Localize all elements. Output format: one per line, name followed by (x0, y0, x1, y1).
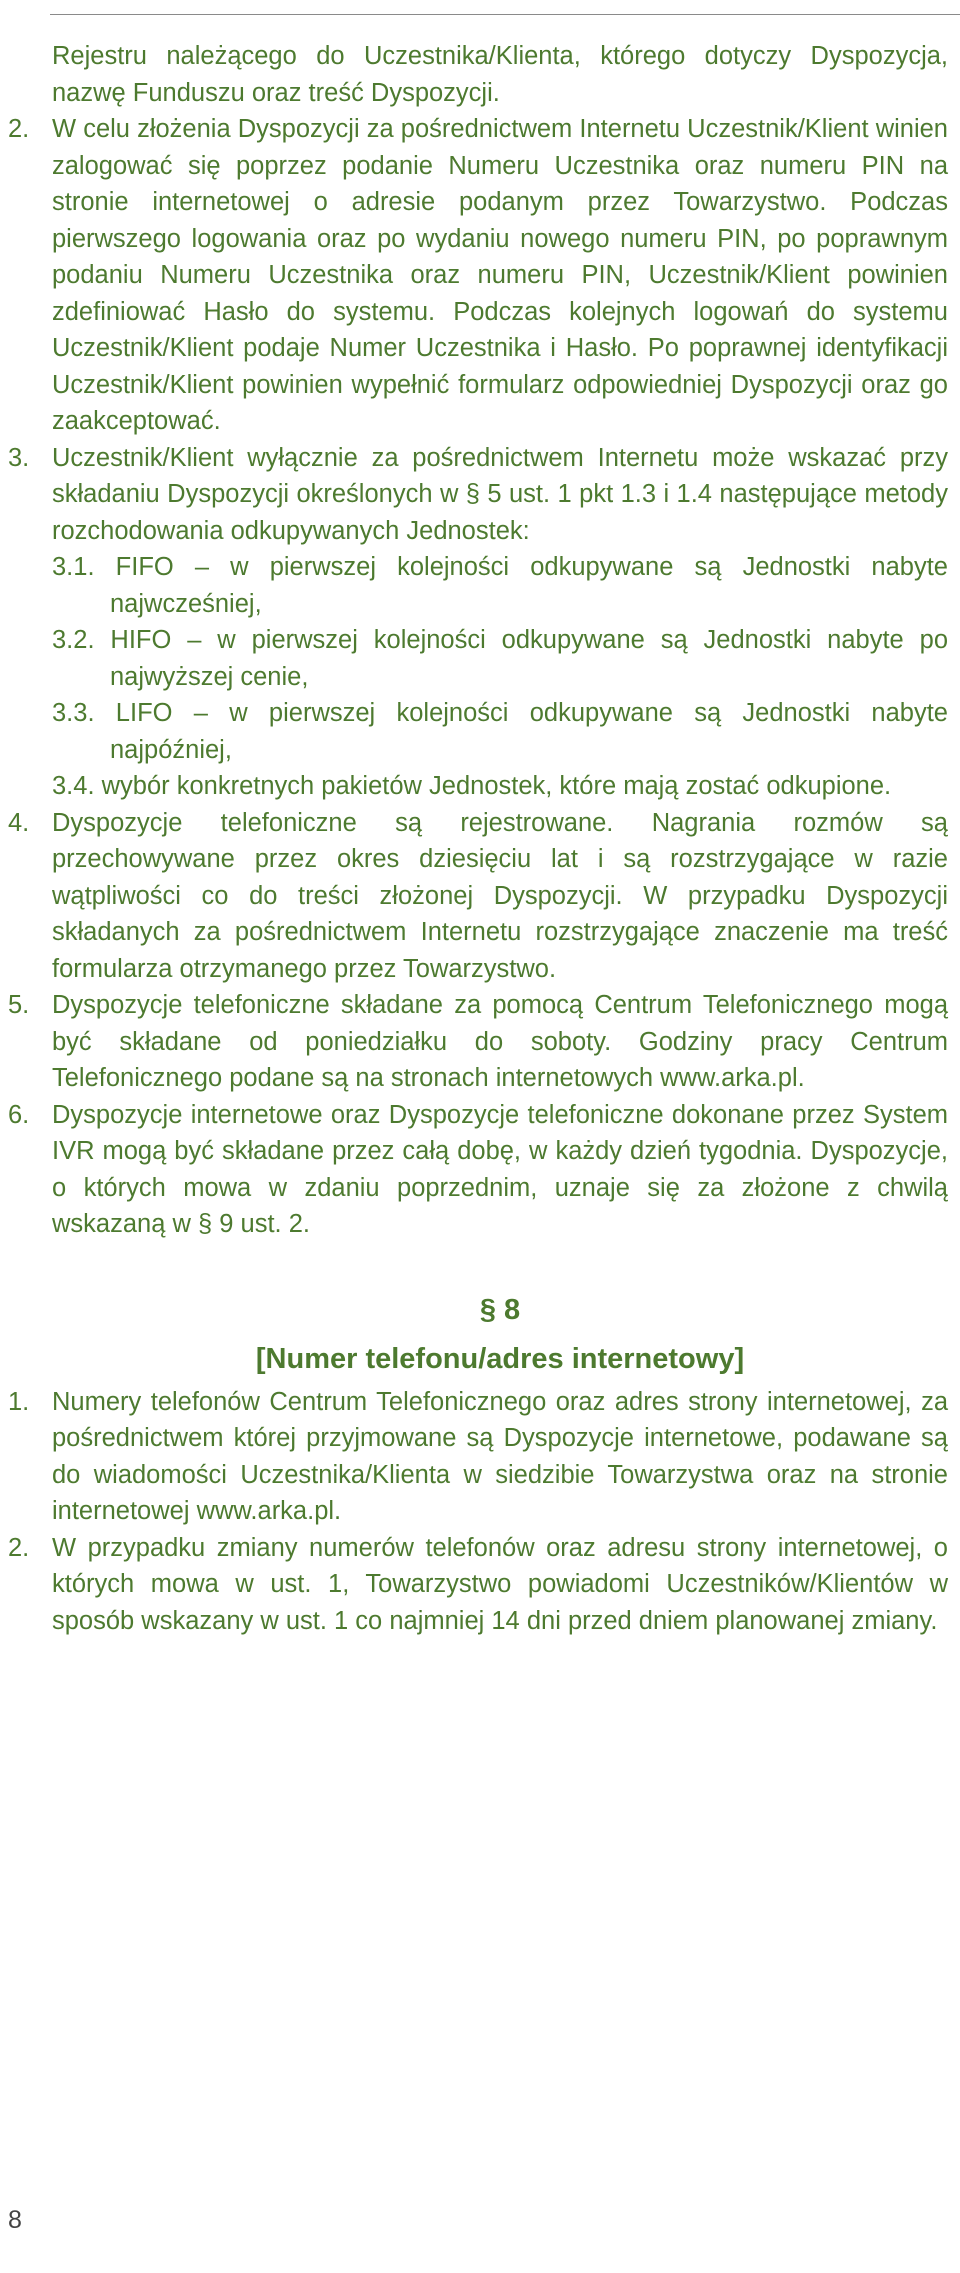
item-text: Dyspozycje telefoniczne są rejestrowane. Nagrania rozmów są przechowywane przez okres dziesięciu lat i są rozstrzygające w razie wątpliwości co do treści złożonej Dyspozycji. W przypadku Dyspozycji składanych za pośrednictwem Internetu rozstrzygające znaczenie ma treść formularza otrzymanego przez Towarzystwo. (52, 808, 948, 983)
item-number: 2. (8, 115, 30, 143)
list-item (0, 111, 960, 440)
intro-paragraph: Rejestru należącego do Uczestnika/Klienta, którego dotyczy Dyspozycja, nazwę Funduszu oraz treść Dyspozycji. (52, 42, 948, 107)
item-text: W celu złożenia Dyspozycji za pośrednictwem Internetu Uczestnik/Klient winien zalogować się poprzez podanie Numeru Uczestnika oraz numeru PIN na stronie internetowej o adresie podanym przez Towarzystwo. Podczas pierwszego logowania oraz po wydaniu nowego numeru PIN, po poprawnym podaniu Numeru Uczestnika oraz numeru PIN, Uczestnik/Klient powinien zdefiniować Hasło do systemu. Podczas kolejnych logowań do systemu Uczestnik/Klient podaje Numer Uczestnika i Hasło. Po poprawnej identyfikacji Uczestnik/Klient powinien wypełnić formularz odpowiedniej Dyspozycji oraz go zaakceptować. (52, 115, 948, 435)
item-text: Dyspozycje internetowe oraz Dyspozycje telefoniczne dokonane przez System IVR mogą być składane przez całą dobę, w każdy dzień tygodnia. Dyspozycje, o których mowa w zdaniu poprzednim, uznaje się za złożone z chwilą wskazaną w § 9 ust. 2. (52, 1100, 948, 1238)
list-item (0, 805, 960, 988)
list-item (0, 440, 960, 550)
sub-item: 3.1. FIFO – w pierwszej kolejności odkupywane są Jednostki nabyte najwcześniej, (52, 553, 948, 618)
page-number: 8 (8, 2206, 22, 2234)
item-text: Dyspozycje telefoniczne składane za pomocą Centrum Telefonicznego mogą być składane od poniedziałku do soboty. Godziny pracy Centrum Telefonicznego podane są na stronach internetowych www.arka.pl. (52, 991, 948, 1092)
document-body (0, 38, 960, 1639)
sub-item: 3.4. wybór konkretnych pakietów Jednostek, które mają zostać odkupione. (52, 772, 892, 800)
section-number: § 8 (479, 1293, 521, 1326)
item-number: 4. (8, 808, 30, 837)
list-item (0, 1530, 960, 1640)
item-text: Numery telefonów Centrum Telefonicznego oraz adres strony internetowej, za pośrednictwem której przyjmowane są Dyspozycje internetowe, podawane są do wiadomości Uczestnika/Klienta w siedzibie Towarzystwa oraz na stronie internetowej www.arka.pl. (52, 1387, 948, 1525)
item-text: W przypadku zmiany numerów telefonów oraz adresu strony internetowej, o których mowa w ust. 1, Towarzystwo powiadomi Uczestników/Klientów w sposób wskazany w ust. 1 co najmniej 14 dni przed dniem planowanej zmiany. (52, 1533, 948, 1635)
item-number: 6. (8, 1100, 30, 1129)
sub-item: 3.2. HIFO – w pierwszej kolejności odkupywane są Jednostki nabyte po najwyższej cenie, (52, 626, 948, 691)
top-rule (50, 14, 960, 15)
sub-item: 3.3. LIFO – w pierwszej kolejności odkupywane są Jednostki nabyte najpóźniej, (52, 699, 948, 764)
item-number: 1. (8, 1387, 30, 1416)
item-number: 2. (8, 1533, 30, 1562)
list-item (0, 1097, 960, 1243)
list-item (0, 987, 960, 1097)
list-item (0, 1384, 960, 1530)
item-text: Uczestnik/Klient wyłącznie za pośrednictwem Internetu może wskazać przy składaniu Dyspozycji określonych w § 5 ust. 1 pkt 1.3 i 1.4 następujące metody rozchodowania odkupywanych Jednostek: (52, 443, 948, 545)
item-number: 5. (8, 991, 30, 1019)
item-number: 3. (8, 443, 30, 472)
section-title: [Numer telefonu/adres internetowy] (255, 1342, 745, 1375)
